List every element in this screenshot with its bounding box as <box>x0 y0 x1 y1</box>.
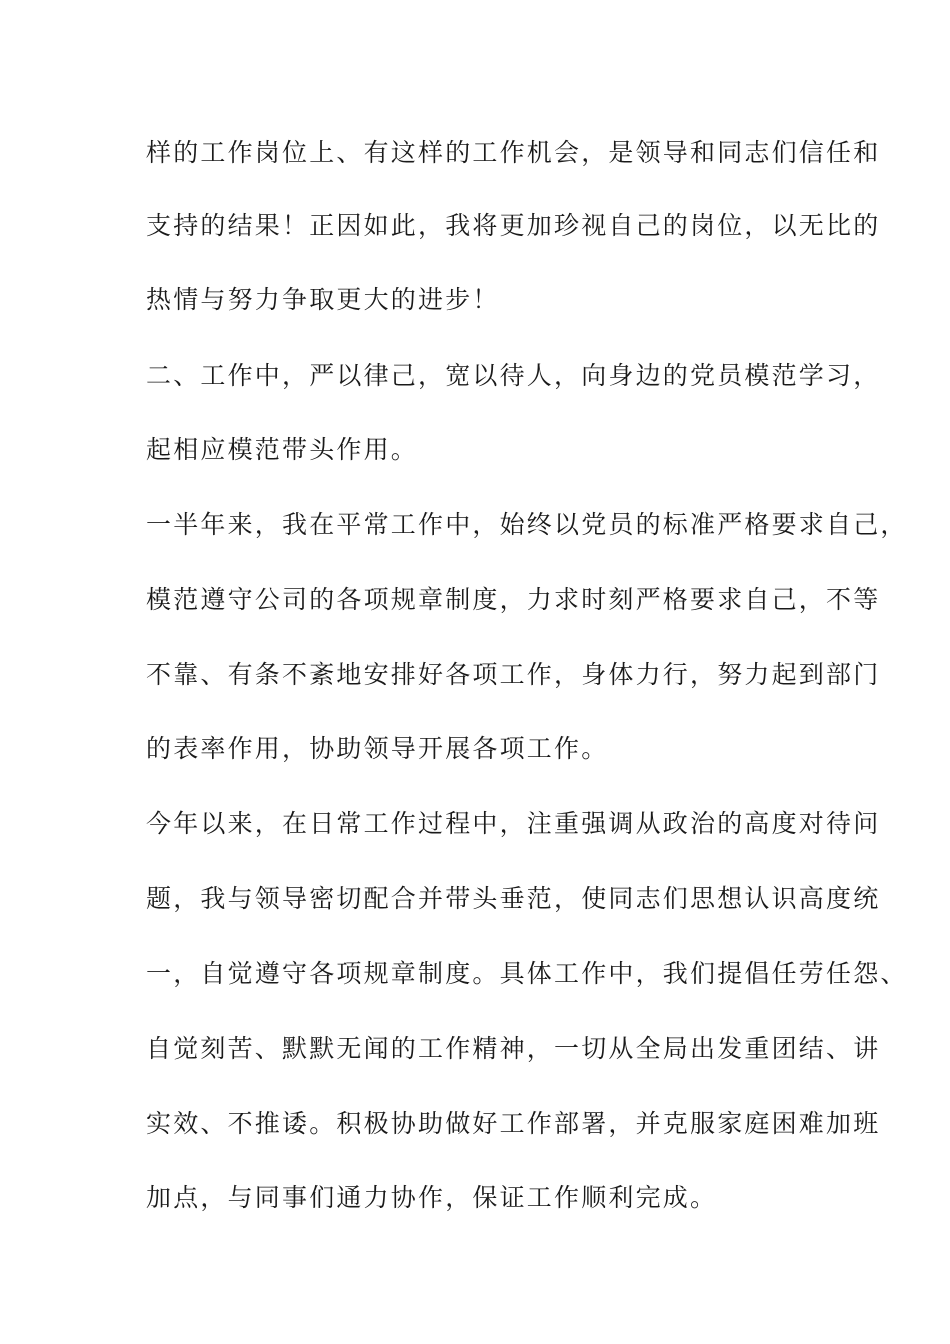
section-heading: 起相应模范带头作用。 <box>146 435 419 464</box>
text-line: 一半年来，我在平常工作中，始终以党员的标准严格要求自己， <box>146 510 908 539</box>
text-line: 自觉刻苦、默默无闻的工作精神，一切从全局出发重团结、讲 <box>146 1034 881 1063</box>
text-line: 模范遵守公司的各项规章制度，力求时刻严格要求自己，不等 <box>146 585 881 614</box>
text-line: 实效、不推诿。积极协助做好工作部署，并克服家庭困难加班 <box>146 1109 881 1138</box>
text-line: 支持的结果！正因如此，我将更加珍视自己的岗位，以无比的 <box>146 211 881 240</box>
text-line: 样的工作岗位上、有这样的工作机会，是领导和同志们信任和 <box>146 138 881 167</box>
text-line: 的表率作用，协助领导开展各项工作。 <box>146 734 609 763</box>
text-line: 一，自觉遵守各项规章制度。具体工作中，我们提倡任劳任怨、 <box>146 959 908 988</box>
text-line: 今年以来，在日常工作过程中，注重强调从政治的高度对待问 <box>146 809 881 838</box>
text-line: 题，我与领导密切配合并带头垂范，使同志们思想认识高度统 <box>146 884 881 913</box>
text-line: 不靠、有条不紊地安排好各项工作，身体力行，努力起到部门 <box>146 660 881 689</box>
text-line: 加点，与同事们通力协作，保证工作顺利完成。 <box>146 1183 718 1212</box>
text-line: 热情与努力争取更大的进步！ <box>146 285 500 314</box>
section-heading: 二、工作中，严以律己，宽以待人，向身边的党员模范学习， <box>146 361 881 390</box>
